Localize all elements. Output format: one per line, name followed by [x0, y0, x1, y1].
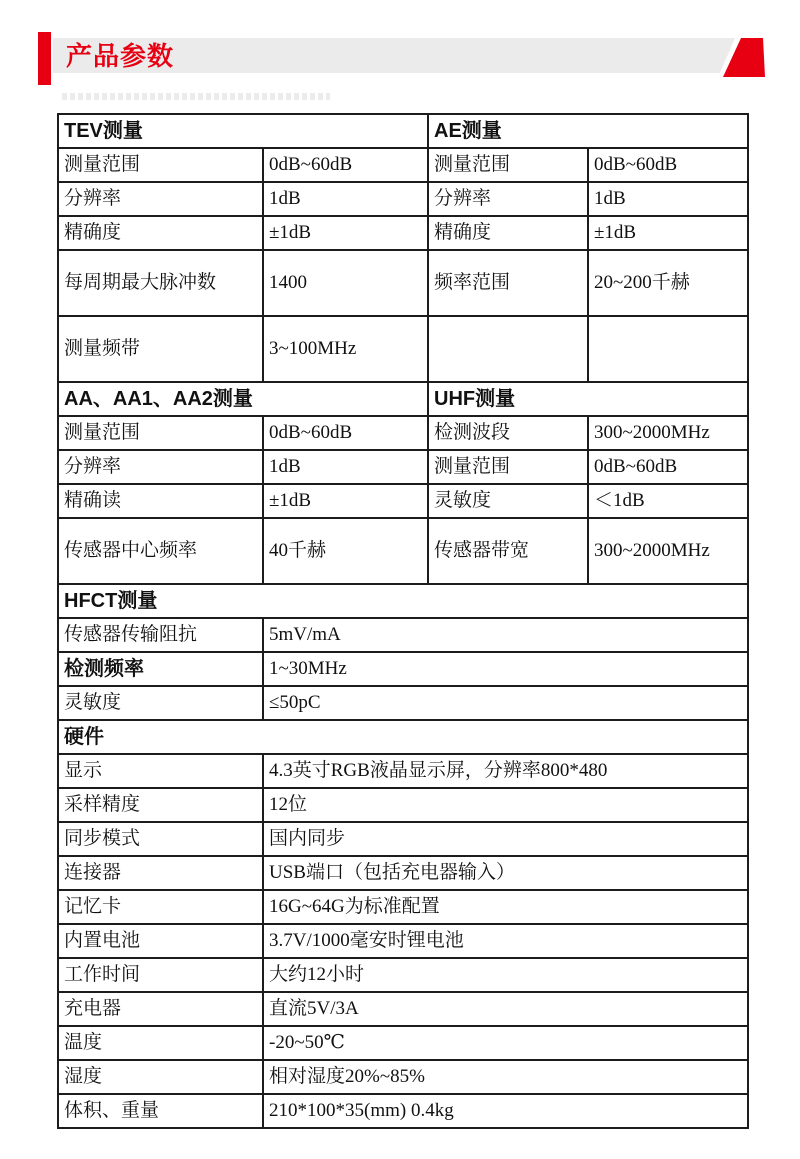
section-header-cell: UHF测量	[428, 382, 748, 416]
table-row	[58, 1060, 748, 1094]
table-cell: 1dB	[263, 182, 428, 216]
table-cell: 工作时间	[58, 958, 263, 992]
section-header-cell: TEV测量	[58, 114, 428, 148]
table-cell: 每周期最大脉冲数	[58, 250, 263, 316]
table-row	[58, 958, 748, 992]
table-cell: 测量范围	[58, 148, 263, 182]
table-cell: 3~100MHz	[263, 316, 428, 382]
table-cell: 0dB~60dB	[263, 148, 428, 182]
table-cell: 1400	[263, 250, 428, 316]
table-row	[58, 754, 748, 788]
table-cell: 1~30MHz	[263, 652, 748, 686]
table-cell: 国内同步	[263, 822, 748, 856]
table-cell: 3.7V/1000毫安时锂电池	[263, 924, 748, 958]
page-title: 产品参数	[66, 41, 175, 71]
table-cell: 直流5V/3A	[263, 992, 748, 1026]
table-cell: 4.3英寸RGB液晶显示屏，分辨率800*480	[263, 754, 748, 788]
table-cell: 5mV/mA	[263, 618, 748, 652]
table-row	[58, 788, 748, 822]
table-cell: 0dB~60dB	[588, 450, 748, 484]
table-cell	[428, 316, 588, 382]
table-cell: 16G~64G为标准配置	[263, 890, 748, 924]
table-cell: 测量范围	[428, 148, 588, 182]
table-cell: 内置电池	[58, 924, 263, 958]
table-cell: ±1dB	[263, 484, 428, 518]
section-header-cell: 硬件	[58, 720, 748, 754]
table-cell: 分辨率	[428, 182, 588, 216]
table-cell: 20~200千赫	[588, 250, 748, 316]
table-row	[58, 216, 748, 250]
table-cell: 300~2000MHz	[588, 518, 748, 584]
table-row	[58, 652, 748, 686]
table-row	[58, 484, 748, 518]
table-cell: 连接器	[58, 856, 263, 890]
table-row	[58, 1026, 748, 1060]
faint-watermark-text	[62, 93, 330, 100]
table-cell: USB端口（包括充电器输入）	[263, 856, 748, 890]
table-row	[58, 924, 748, 958]
table-cell: ±1dB	[263, 216, 428, 250]
table-row	[58, 584, 748, 618]
table-cell: 精确读	[58, 484, 263, 518]
spec-table-body	[58, 114, 748, 1128]
table-row	[58, 518, 748, 584]
table-row	[58, 450, 748, 484]
table-row	[58, 114, 748, 148]
table-cell: 传感器中心频率	[58, 518, 263, 584]
table-cell: 记忆卡	[58, 890, 263, 924]
table-cell: -20~50℃	[263, 1026, 748, 1060]
table-cell: ≤50pC	[263, 686, 748, 720]
table-cell: 采样精度	[58, 788, 263, 822]
section-header-cell: AE测量	[428, 114, 748, 148]
table-cell: ±1dB	[588, 216, 748, 250]
table-cell: 频率范围	[428, 250, 588, 316]
table-cell: 1dB	[588, 182, 748, 216]
table-row	[58, 182, 748, 216]
table-cell: 湿度	[58, 1060, 263, 1094]
table-cell: 灵敏度	[58, 686, 263, 720]
table-cell: 检测波段	[428, 416, 588, 450]
table-row	[58, 250, 748, 316]
table-row	[58, 1094, 748, 1128]
table-cell: 传感器传输阻抗	[58, 618, 263, 652]
table-row	[58, 822, 748, 856]
table-row	[58, 148, 748, 182]
table-cell: 210*100*35(mm) 0.4kg	[263, 1094, 748, 1128]
table-cell	[588, 316, 748, 382]
table-cell: 显示	[58, 754, 263, 788]
table-cell: 40千赫	[263, 518, 428, 584]
table-cell: 分辨率	[58, 450, 263, 484]
table-cell: 传感器带宽	[428, 518, 588, 584]
table-cell: 0dB~60dB	[263, 416, 428, 450]
table-row	[58, 316, 748, 382]
table-cell: 测量频带	[58, 316, 263, 382]
table-cell: 精确度	[428, 216, 588, 250]
table-cell: 测量范围	[428, 450, 588, 484]
table-cell: 同步模式	[58, 822, 263, 856]
table-row	[58, 686, 748, 720]
table-row	[58, 856, 748, 890]
section-header-cell: HFCT测量	[58, 584, 748, 618]
table-cell: 0dB~60dB	[588, 148, 748, 182]
table-cell: 测量范围	[58, 416, 263, 450]
table-cell: 大约12小时	[263, 958, 748, 992]
table-row	[58, 382, 748, 416]
table-row	[58, 890, 748, 924]
table-row	[58, 618, 748, 652]
table-row	[58, 416, 748, 450]
section-header-cell: 检测频率	[58, 652, 263, 686]
table-cell: 300~2000MHz	[588, 416, 748, 450]
table-cell: 相对湿度20%~85%	[263, 1060, 748, 1094]
table-cell: 灵敏度	[428, 484, 588, 518]
table-row	[58, 720, 748, 754]
table-cell: 1dB	[263, 450, 428, 484]
table-row	[58, 992, 748, 1026]
title-accent-bar	[38, 32, 51, 85]
table-cell: 温度	[58, 1026, 263, 1060]
table-cell: ＜1dB	[588, 484, 748, 518]
table-cell: 充电器	[58, 992, 263, 1026]
spec-table	[57, 113, 749, 1129]
table-cell: 12位	[263, 788, 748, 822]
table-cell: 精确度	[58, 216, 263, 250]
table-cell: 分辨率	[58, 182, 263, 216]
section-header-cell: AA、AA1、AA2测量	[58, 382, 428, 416]
table-cell: 体积、重量	[58, 1094, 263, 1128]
